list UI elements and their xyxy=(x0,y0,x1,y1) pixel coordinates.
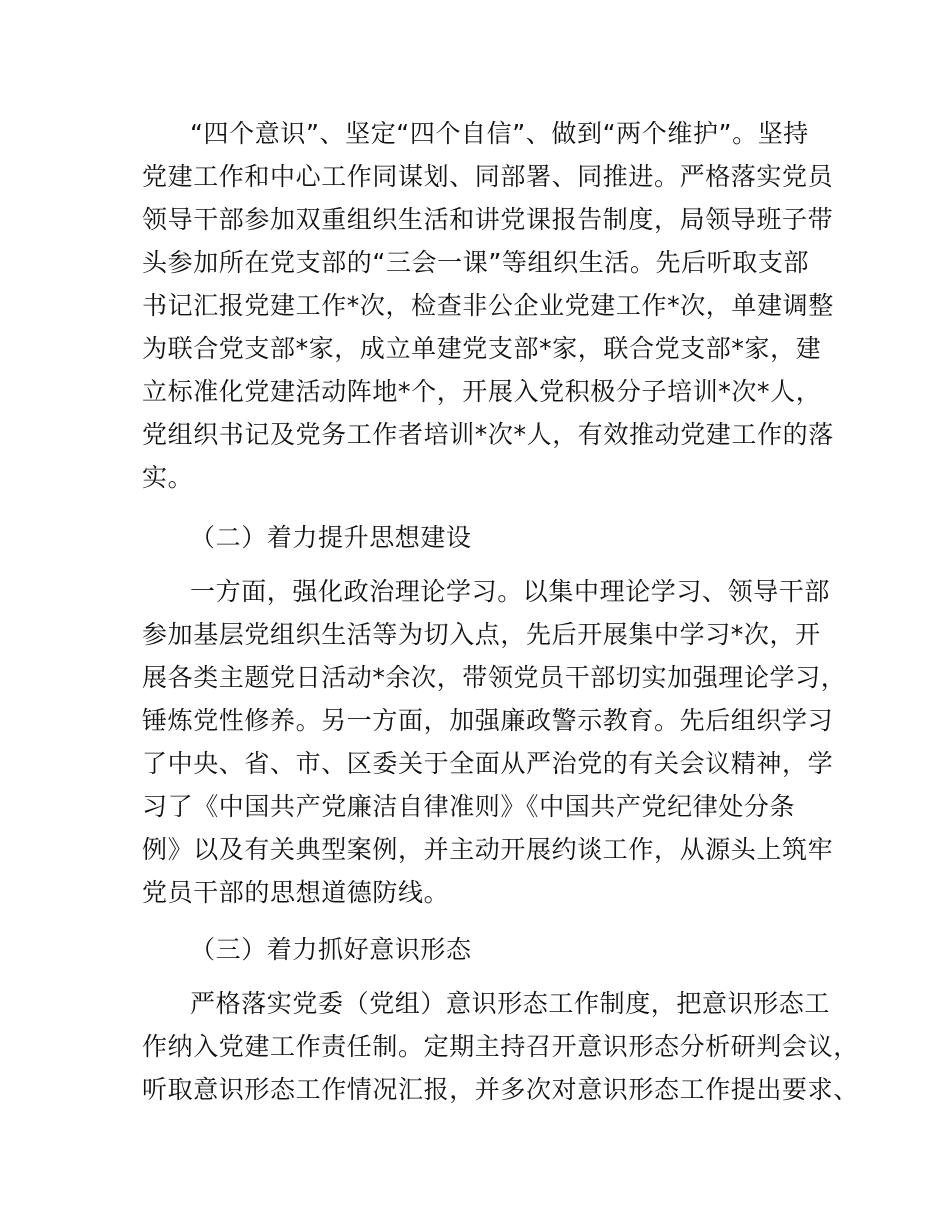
paragraph-line: 一方面，强化政治理论学习。以集中理论学习、领导干部 xyxy=(190,577,831,606)
paragraph-line: 了中央、省、市、区委关于全面从严治党的有关会议精神，学 xyxy=(142,749,834,778)
paragraph-line: 党建工作和中心工作同谋划、同部署、同推进。严格落实党员 xyxy=(142,162,834,191)
paragraph-line: 立标准化党建活动阵地*个，开展入党积极分子培训*次*人， xyxy=(142,377,822,406)
paragraph-line: “四个意识”、坚定“四个自信”、做到“两个维护”。坚持 xyxy=(190,119,809,148)
section-heading: （三）着力抓好意识形态 xyxy=(190,935,472,964)
paragraph-line: 参加基层党组织生活等为切入点，先后开展集中学习*次，开 xyxy=(142,620,821,649)
paragraph-line: 例》以及有关典型案例，并主动开展约谈工作，从源头上筑牢 xyxy=(142,835,834,864)
paragraph-line: 听取意识形态工作情况汇报，并多次对意识形态工作提出要求、 xyxy=(142,1075,859,1104)
paragraph-line: 为联合党支部*家，成立单建党支部*家，联合党支部*家，建 xyxy=(142,334,822,363)
paragraph-line: 头参加所在党支部的“三会一课”等组织生活。先后听取支部 xyxy=(142,248,810,277)
paragraph-line: 严格落实党委（党组）意识形态工作制度，把意识形态工 xyxy=(190,989,831,1018)
section-heading: （二）着力提升思想建设 xyxy=(190,523,472,552)
paragraph-line: 作纳入党建工作责任制。定期主持召开意识形态分析研判会议， xyxy=(142,1032,859,1061)
paragraph-line: 展各类主题党日活动*余次，带领党员干部切实加强理论学习， xyxy=(142,663,847,692)
paragraph-line: 书记汇报党建工作*次，检查非公企业党建工作*次，单建调整 xyxy=(142,291,834,320)
paragraph-line: 锤炼党性修养。另一方面，加强廉政警示教育。先后组织学习 xyxy=(142,706,834,735)
paragraph-line: 领导干部参加双重组织生活和讲党课报告制度，局领导班子带 xyxy=(142,205,834,234)
paragraph-line: 党组织书记及党务工作者培训*次*人，有效推动党建工作的落 xyxy=(142,420,834,449)
paragraph-line: 习了《中国共产党廉洁自律准则》《中国共产党纪律处分条 xyxy=(142,792,796,821)
paragraph-line: 实。 xyxy=(142,463,194,492)
paragraph-line: 党员干部的思想道德防线。 xyxy=(142,878,450,907)
